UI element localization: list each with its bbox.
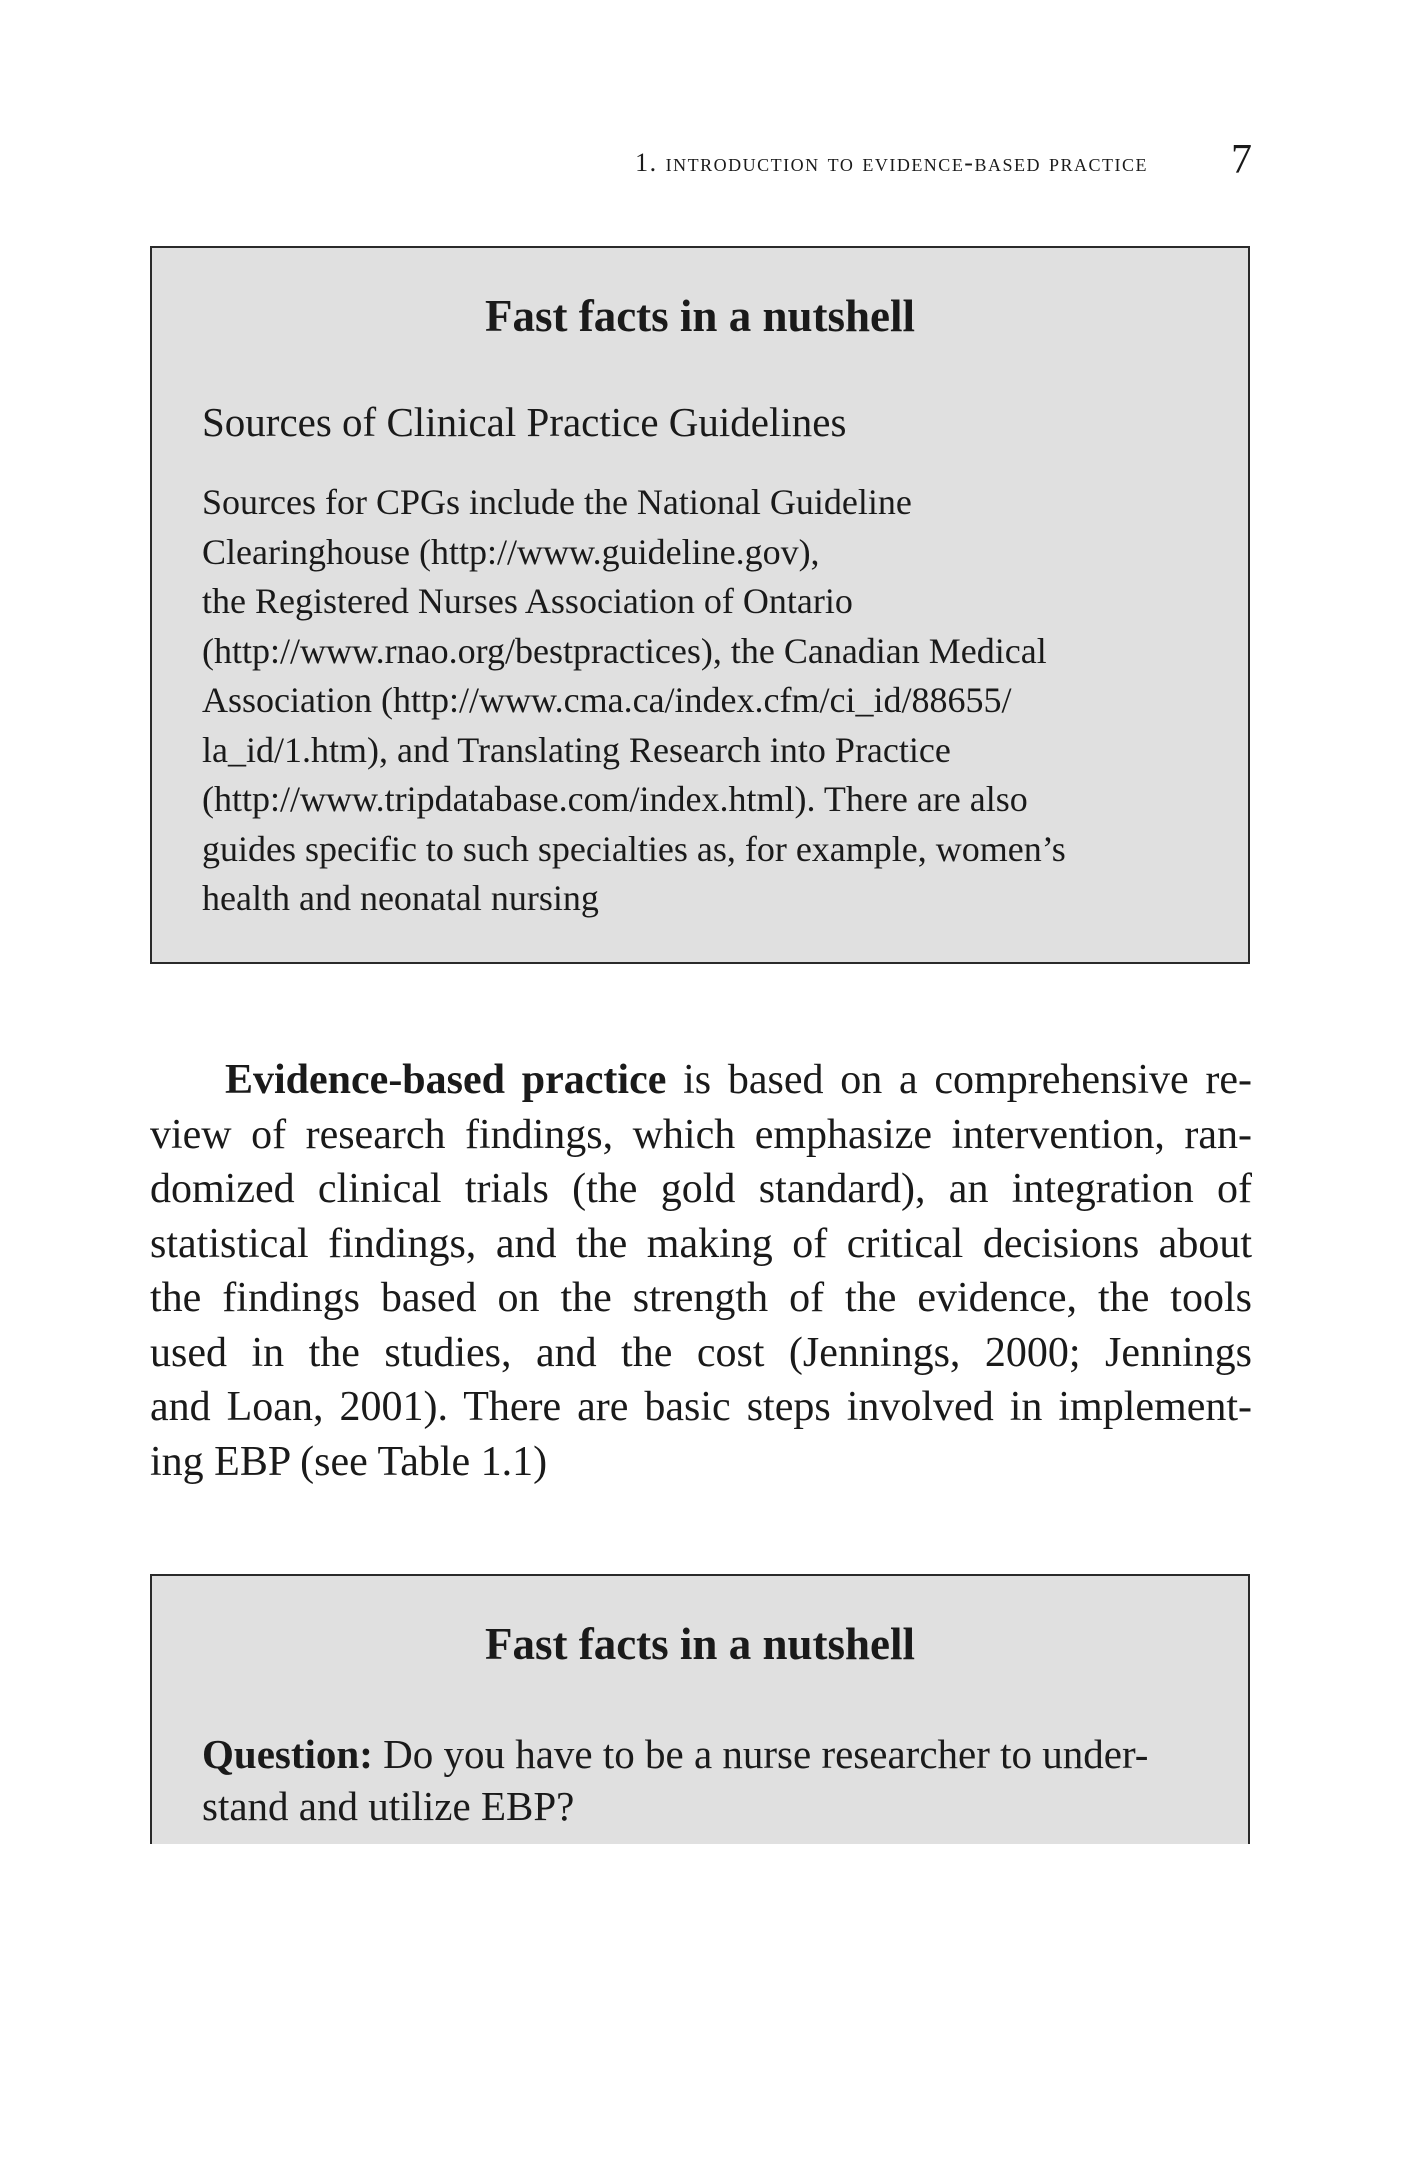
box-body-line: guides specific to such specialties as, for example, women’s [202, 828, 1066, 869]
running-title: 1. introduction to evidence-based practice [635, 148, 1148, 177]
question-line [202, 1728, 1212, 1780]
box-body-line: Sources for CPGs include the National Guideline [202, 482, 912, 522]
question-label: Question: [202, 1731, 373, 1777]
box-body-line: la_id/1.htm), and Translating Research into Practice [202, 729, 951, 770]
bold-term: Evidence-based practice [225, 1057, 667, 1103]
box-title: Fast facts in a nutshell [484, 291, 916, 341]
box-body [202, 478, 1202, 924]
paragraph-line [150, 1053, 1252, 1108]
box-title: Fast facts in a nutshell [484, 1619, 916, 1669]
paragraph-line: ing EBP (see Table 1.1) [150, 1438, 548, 1485]
fast-facts-box-question [150, 1574, 1250, 1844]
running-header [150, 138, 1252, 182]
box-body-line: Clearinghouse (http://www.guideline.gov), [202, 531, 820, 572]
box-subtitle: Sources of Clinical Practice Guidelines [202, 399, 847, 445]
box-body-line: (http://www.rnao.org/bestpractices), the Canadian Medical [202, 630, 1047, 671]
paragraph-line: statistical findings, and the making of critical decisions about [150, 1220, 1252, 1267]
question-part: Do you have to be a nurse researcher to under- [372, 1731, 1149, 1777]
page-number: 7 [1231, 137, 1252, 183]
paragraph-line: view of research findings, which emphasize intervention, ran- [150, 1111, 1252, 1158]
box-body-line: (http://www.tripdatabase.com/index.html). There are also [202, 779, 1028, 819]
fast-facts-box-guidelines [150, 246, 1250, 964]
box-body-line: the Registered Nurses Association of Ontario [202, 581, 853, 621]
paragraph-line: domized clinical trials (the gold standard), an integration of [150, 1166, 1252, 1212]
paragraph-line: and Loan, 2001). There are basic steps involved in implement- [150, 1384, 1252, 1430]
paragraph-line: used in the studies, and the cost (Jennings, 2000; Jennings [150, 1329, 1252, 1376]
question-text [202, 1728, 1212, 1832]
paragraph-line: the findings based on the strength of the evidence, the tools [150, 1275, 1252, 1321]
main-paragraph [150, 1053, 1252, 1489]
paragraph-text: is based on a comprehensive re- [666, 1057, 1253, 1103]
box-body-line: health and neonatal nursing [202, 878, 599, 918]
box-body-line: Association (http://www.cma.ca/index.cfm/ci_id/88655/ [202, 680, 1012, 720]
question-line: stand and utilize EBP? [202, 1783, 575, 1829]
